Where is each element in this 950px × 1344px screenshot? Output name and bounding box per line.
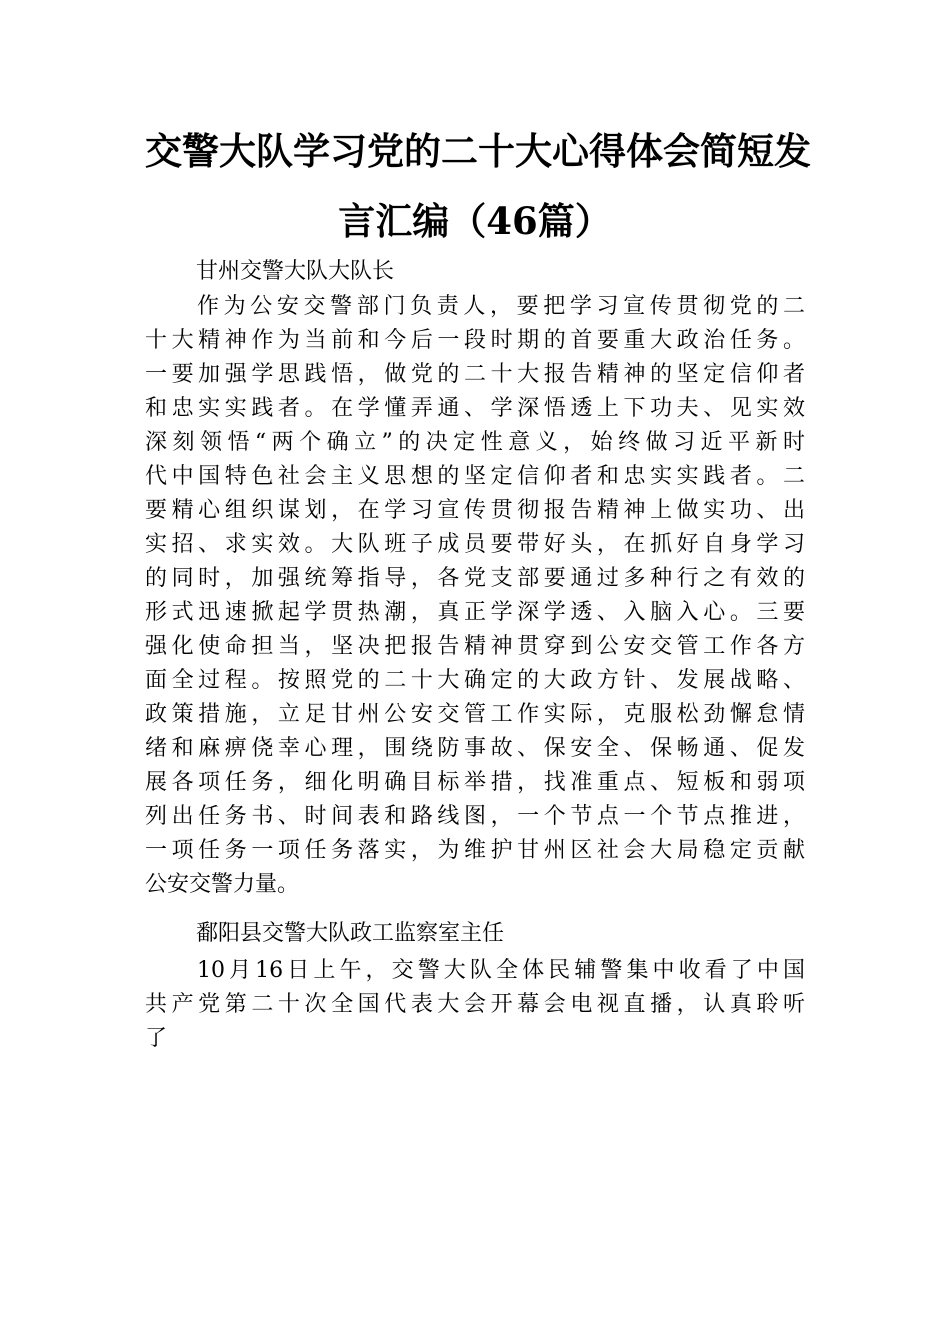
paragraph-line: 公安交警力量。	[145, 872, 300, 897]
paragraph-line: 代中国特色社会主义思想的坚定信仰者和忠实实践者。二	[145, 464, 805, 489]
paragraph-line: 展各项任务，细化明确目标举措，找准重点、短板和弱项	[145, 770, 805, 795]
section-heading-poyang: 鄱阳县交警大队政工监察室主任	[196, 921, 505, 946]
paragraph-line: 形式迅速掀起学贯热潮，真正学深学透、入脑入心。三要	[145, 600, 805, 625]
paragraph-line: 的同时，加强统筹指导，各党支部要通过多种行之有效的	[145, 566, 805, 591]
paragraph-line: 要精心组织谋划，在学习宣传贯彻报告精神上做实功、出	[145, 498, 805, 523]
document-title-line-2: 言汇编（46篇）	[338, 199, 612, 243]
paragraph-line: 了	[145, 1026, 168, 1051]
paragraph-line: 面全过程。按照党的二十大确定的大政方针、发展战略、	[145, 668, 805, 693]
paragraph-line: 和忠实实践者。在学懂弄通、学深悟透上下功夫、见实效	[145, 396, 805, 421]
paragraph-line: 列出任务书、时间表和路线图，一个节点一个节点推进，	[145, 804, 805, 829]
section-body-poyang	[145, 954, 805, 1056]
paragraph-line: 10月16日上午，交警大队全体民辅警集中收看了中国	[197, 958, 805, 983]
section-body-ganzhou	[145, 290, 805, 902]
paragraph-line: 一要加强学思践悟，做党的二十大报告精神的坚定信仰者	[145, 362, 805, 387]
paragraph-line: 共产党第二十次全国代表大会开幕会电视直播，认真聆听	[145, 992, 805, 1017]
paragraph-line: 十大精神作为当前和今后一段时期的首要重大政治任务。	[145, 328, 805, 353]
section-heading-ganzhou: 甘州交警大队大队长	[196, 259, 395, 284]
paragraph-line: 实招、求实效。大队班子成员要带好头，在抓好自身学习	[145, 532, 805, 557]
paragraph-line: 强化使命担当，坚决把报告精神贯穿到公安交管工作各方	[145, 634, 805, 659]
paragraph-line: 一项任务一项任务落实，为维护甘州区社会大局稳定贡献	[145, 838, 805, 863]
paragraph-line: 深刻领悟“两个确立”的决定性意义，始终做习近平新时	[145, 430, 805, 455]
paragraph-line: 绪和麻痹侥幸心理，围绕防事故、保安全、保畅通、促发	[145, 736, 805, 761]
document-title-line-1: 交警大队学习党的二十大心得体会简短发	[145, 129, 811, 173]
paragraph-line: 政策措施，立足甘州公安交管工作实际，克服松劲懈怠情	[145, 702, 805, 727]
paragraph-line: 作为公安交警部门负责人，要把学习宣传贯彻党的二	[197, 294, 805, 319]
